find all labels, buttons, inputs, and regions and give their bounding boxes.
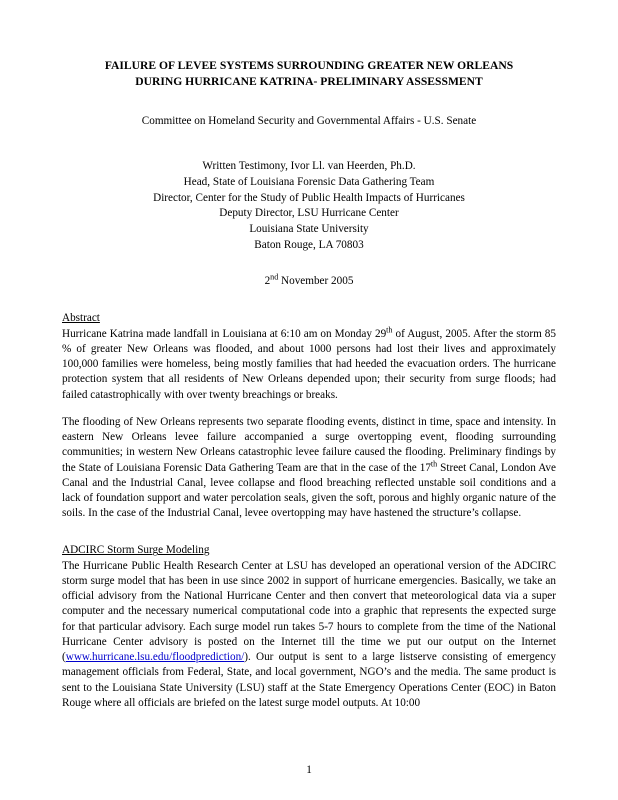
- adcirc-paragraph: [62, 559, 556, 711]
- abstract-p2-ordinal: th: [430, 458, 438, 468]
- adcirc-part-b: ). Our output is sent to a large listserve consisting of emergency management officials from Federal, State, and local government, NGO’s and the media. The same product is sent to the Louisiana State University (LSU) staff at the State Emergency Operations Center (EOC) in Baton Rouge where all officials are briefed on the latest surge model outputs. At 10:00: [62, 651, 556, 709]
- abstract-paragraph-1: [62, 324, 556, 403]
- abstract-p2-part-b: Street Canal, London Ave Canal and the Industrial Canal, levee collapse and flood breaching reflected unstable soil conditions and a lack of foundation support and water percolation seals, given the soft, porous and highly organic nature of the soils. In the case of the Industrial Canal, levee overtopping may have hastened the structure’s collapse.: [62, 461, 556, 520]
- date-rest: November 2005: [278, 275, 354, 288]
- abstract-p1-part-a: Hurricane Katrina made landfall in Louisiana at 6:10 am on Monday 29: [62, 327, 387, 340]
- byline-line: Written Testimony, Ivor Ll. van Heerden, Ph.D.: [202, 159, 416, 172]
- byline-line: Deputy Director, LSU Hurricane Center: [219, 207, 399, 220]
- abstract-p1-part-b: of August, 2005. After the storm 85 % of greater New Orleans was flooded, and about 1000 persons had lost their lives and approximately 100,000 families were homeless, being mostly families that had heeded the evacuation orders. The hurricane protection system that all residents of New Orleans depended upon; their security from surge floods; had failed catastrophically with over twenty breachings or breaks.: [62, 327, 556, 401]
- document-title: [68, 58, 550, 90]
- committee-line: Committee on Homeland Security and Governmental Affairs - U.S. Senate: [141, 114, 477, 127]
- byline-block: [62, 159, 556, 254]
- date-number: 2: [264, 275, 271, 288]
- page-number: 1: [306, 764, 312, 776]
- abstract-p1-ordinal: th: [386, 324, 393, 334]
- date-ordinal-suffix: nd: [270, 272, 279, 282]
- floodprediction-link[interactable]: www.hurricane.lsu.edu/floodprediction/: [65, 651, 245, 664]
- document-body: [62, 58, 556, 711]
- title-line-2-pre: DURING HURRICANE KATRINA: [135, 74, 314, 88]
- abstract-p2-part-a: The flooding of New Orleans represents two separate flooding events, distinct in time, space and intensity. In eastern New Orleans levee failure accompanied a surge overtopping event, flooding surrounding communities; in western New Orleans catastrophic levee failure caused the flooding. Preliminary findings by the State of Louisiana Forensic Data Gathering Team are that in the case of the 17: [62, 415, 556, 474]
- byline-line: Head, State of Louisiana Forensic Data Gathering Team: [183, 175, 435, 188]
- adcirc-heading: ADCIRC Storm Surge Modeling: [62, 544, 210, 557]
- adcirc-part-a: The Hurricane Public Health Research Center at LSU has developed an operational version of the ADCIRC storm surge model that has been in use since 2002 in support of hurricane emergencies. Basically, we take an official advisory from the National Hurricane Center and then convert that meteorological data via a super computer and the necessary numerical computational code into a graphic that represents the expected surge for that particular advisory. Each surge model run takes 5-7 hours to complete from the time of the National Hurricane Center advisory is posted on the Internet till the time we put our output on the Internet (: [62, 559, 556, 664]
- byline-line: Director, Center for the Study of Public Health Impacts of Hurricanes: [153, 191, 465, 204]
- date-line: [62, 274, 556, 289]
- abstract-paragraph-2: [62, 415, 556, 522]
- title-line-1: FAILURE OF LEVEE SYSTEMS SURROUNDING GREATER NEW ORLEANS: [104, 59, 514, 72]
- abstract-heading: Abstract: [62, 312, 100, 325]
- byline-line: Louisiana State University: [249, 223, 369, 236]
- title-line-2-post: - PRELIMINARY ASSESSMENT: [313, 74, 483, 88]
- byline-line: Baton Rouge, LA 70803: [254, 239, 364, 252]
